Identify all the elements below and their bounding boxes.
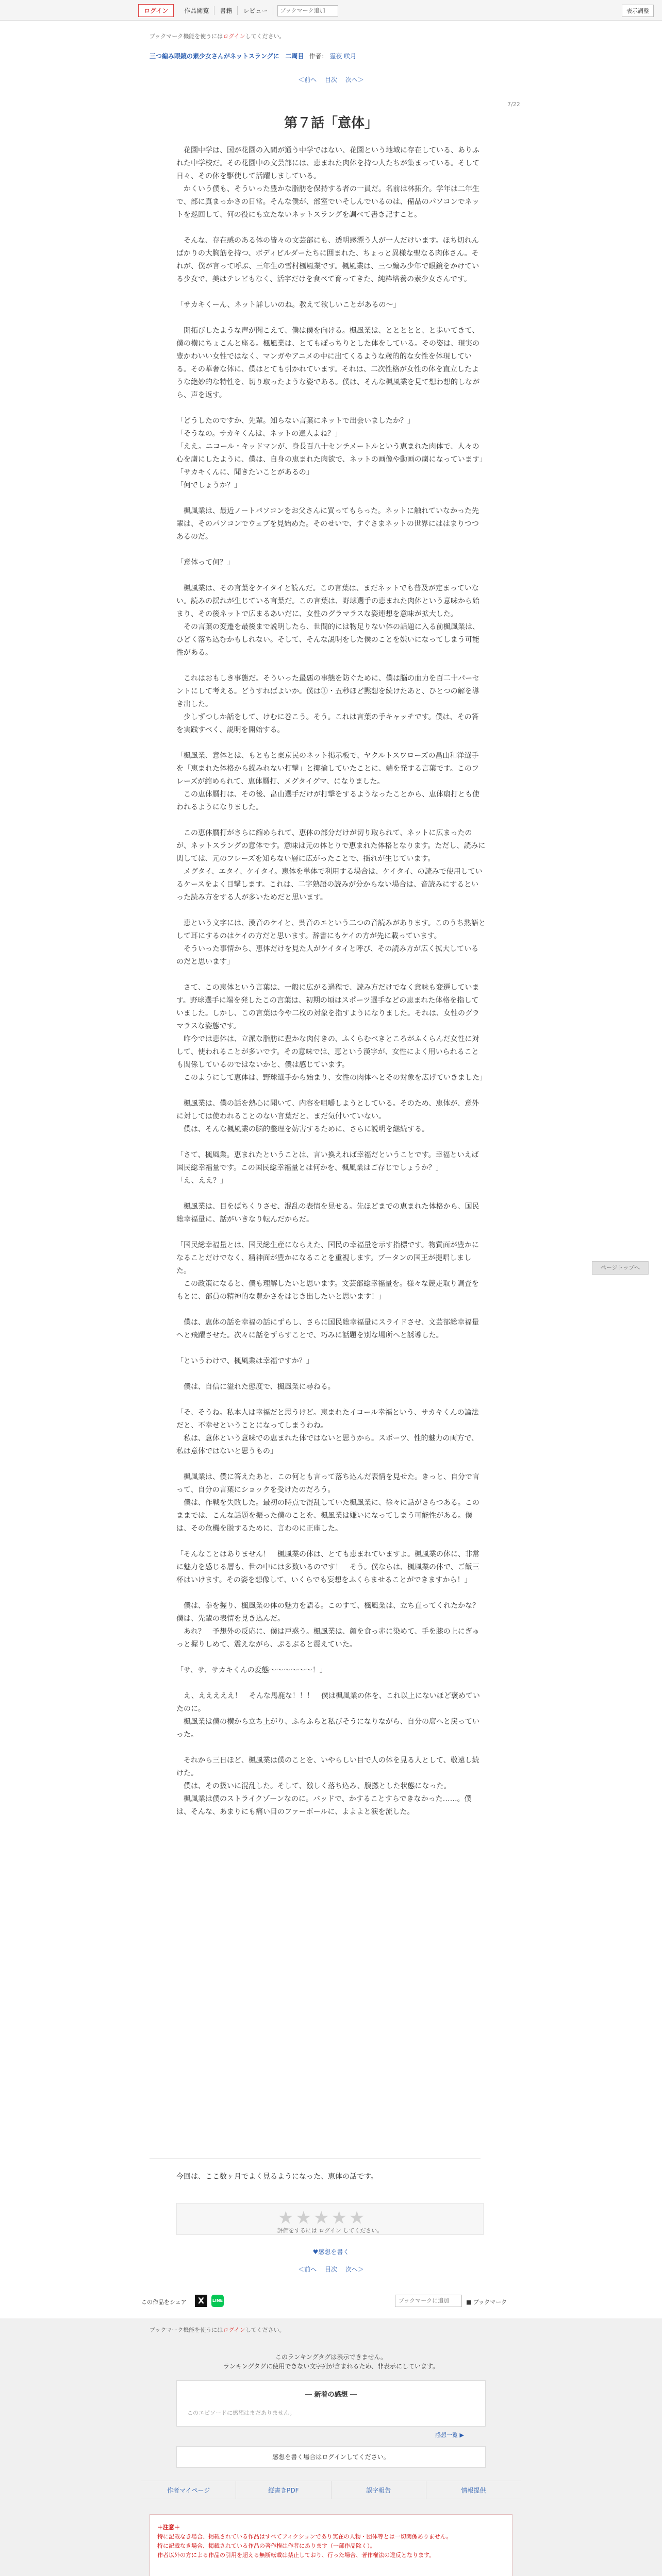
notice-login-link[interactable]: ログイン [223, 33, 245, 40]
page-count: 7/22 [507, 101, 520, 108]
caution-line: 特に記載なき場合、掲載されている作品の著作権は作者にあります（一部作品除く）。 [157, 2543, 376, 2549]
new-reviews-title: ― 新着の感想 ― [305, 2391, 357, 2399]
paragraph-gap [176, 1084, 486, 1097]
prev-link[interactable]: ＜前へ [298, 76, 317, 83]
header-bookmark-input[interactable] [277, 5, 338, 16]
ranking-line: ランキングタグに使用できない文字列が含まれるため、非表示にしています。 [223, 2363, 439, 2370]
paragraph-gap [176, 1458, 486, 1471]
body-paragraph: それから三日ほど、楓風業は僕のことを、いやらしい目で人の体を見る人として、敬遠し続けた。 [176, 1756, 479, 1777]
body-paragraph: メグタイ、エタイ、ケイタイ。恵体を単体で利用する場合は、ケイタイ、の読みで使用しているケースをよく目撃します。これは、二字熟語の読みが分からない場合は、音読みにするといった読み方をする人が多いためだと思います。 [176, 868, 483, 902]
body-paragraph: 楓風業は僕のストライクゾーンなのに。バッドで、かすることすらできなかった……。僕は、そんな、あまりにも痛い目のファーボールに、よよよと涙を流した。 [176, 1795, 472, 1816]
bottom-pager [0, 2265, 662, 2274]
review-list-link[interactable]: 感想一覧 ▶ [435, 2432, 464, 2438]
display-settings-button[interactable]: 表示調整 [622, 5, 654, 17]
paragraph-gap [176, 904, 486, 917]
body-paragraph: 僕は、恵体の話を幸福の話にずらし、さらに国民総幸福量にスライドさせ、文芸部総幸福量へと飛躍させた。次々に話をずらすことで、巧みに話題を別な場所へと誘導した。 [176, 1318, 479, 1340]
ranking-message [0, 2352, 662, 2371]
footer-notice-suffix: してください。 [245, 2327, 285, 2333]
body-paragraph: 「そんなことはありません！ 楓風業の体は、とても恵まれていますよ。楓風業の体に、非常に魅力を感じる層も、世の中には多数いるのです！ そう。僕ならは、楓風業の体で、ご飯三杯はいけます。その姿を想像して、いくらでも妄想をふくらませることができますから！」 [176, 1550, 479, 1584]
body-paragraph: これはおもしき事態だ。そういった最悪の事態を防ぐために、僕は脳の血力を百二十パーセントにして考える。どうすればよいか。僕は①・五秒ほど黙想を続けたあと、ひとつの解を導き出した。 [176, 674, 479, 708]
rating-note: 評価をするには ログイン してください。 [277, 2227, 383, 2234]
body-paragraph: 楓風業は、目をぱちくりさせ、混乱の表情を見せる。先ほどまでの恵まれた体格から、国民総幸福量に、話がいきなり転んだからだ。 [176, 1202, 479, 1224]
body-paragraph: その言葉の変遷を最後まで説明したら、世間的には物足りない体の話題に入る前楓風業は、ひどく落ち込むかもしれない。そして、そんな説明をした僕のことを嫌いになってしまう可能性がある。 [176, 623, 479, 657]
caution-line: 作者以外の方による作品の引用を超える無断転載は禁止しており、行った場合、著作権法の違反となります。 [157, 2552, 435, 2558]
paragraph-gap [176, 1651, 486, 1664]
body-paragraph: そういった事情から、恵体だけを見た人がケイタイと呼び、その読み方が広く拡大しているのだと思います」 [176, 945, 479, 966]
footer-notice-prefix: ブックマーク機能を使うには [150, 2327, 223, 2333]
body-paragraph: 楓風業は、僕の話を熱心に聞いて、内容を咀嚼しようとしている。そのため、恵体が、意外に対しては使われることのない言葉だと、まだ気付いていない。 [176, 1099, 479, 1121]
body-paragraph: さて、この恵体という言葉は、一般に広がる過程で、読み方だけでなく意味も変遷しています。野球選手に端を発したこの言葉は、初期の頃はスポーツ選手などの恵まれた体格を指していました。しかし、この言葉は今や二枚の対象を指すようになりました。それは、女性のグラマラスな姿態です。 [176, 984, 479, 1030]
paragraph-gap [176, 1587, 486, 1600]
bookmark-button[interactable]: ■ ブックマーク [466, 2299, 507, 2306]
paragraph-gap [176, 1394, 486, 1406]
login-button[interactable]: ログイン [138, 4, 174, 17]
paragraph-gap [176, 1342, 486, 1355]
paragraph-gap [176, 1188, 486, 1200]
top-pager [0, 75, 662, 84]
star-rating[interactable]: ★★★★★ [278, 2208, 367, 2228]
paragraph-gap [176, 814, 486, 827]
paragraph-gap [176, 1136, 486, 1149]
body-paragraph: このようにして恵体は、野球選手から始まり、女性の肉体へとその対象を広げていきました」 [176, 1074, 487, 1082]
paragraph-gap [176, 402, 486, 415]
body-paragraph: 昨今では恵体は、立派な脂肪に豊かな肉付きの、ふくらむべきところがふくらんだ女性に対して、使われることが多いです。その意味では、恵という漢字が、女性によく用いられることも関係しているのではないかと、僕は感じています。 [176, 1035, 479, 1069]
body-paragraph: 「というわけで、楓風業は幸福ですか？」 [176, 1357, 313, 1365]
body-paragraph: 恵という文字には、漢音のケイと、呉音のエという二つの音読みがあります。このうち熟語として耳にするのはケイの方だと思います。辞書にもケイの方が先に載っています。 [176, 919, 486, 940]
paragraph-gap [176, 1677, 486, 1690]
typo-report-link[interactable]: 誤字報告 [332, 2481, 426, 2499]
body-paragraph: 楓風業は、最近ノートパソコンをお父さんに買ってもらった。ネットに触れていなかった先輩は、そのパソコンでウェブを見始めた。そのせいで、すぐさまネットの世界にははまりつつあるのだ。 [176, 507, 479, 541]
paragraph-gap [176, 1303, 486, 1316]
paragraph-gap [176, 222, 486, 234]
paragraph-gap [176, 286, 486, 299]
paragraph-gap [176, 544, 486, 556]
next-link[interactable]: 次へ＞ [345, 76, 364, 83]
rating-box [176, 2203, 484, 2235]
body-paragraph: そんな、存在感のある体の皆々の文芸部にも、透明感漂う人が一人だけいます。ほち切れんばかりの大胸筋を持つ、ボディビルダーたちに囲まれた、ちょっと異様な聖なる肉体さん。それが、僕が言って呼ぶ、三年生の雪村楓風業です。楓風業は、三つ編み少年で眼鏡をかけている少女で、美はテレビもなく、活字だけを食べて育ってきた、純粋培養の素少女さんです。 [176, 236, 479, 283]
body-paragraph: 僕は、そんな楓風業の脳的整理を妨害するために、さらに説明を継続する。 [176, 1125, 429, 1133]
body-paragraph: 「ええ。ニコール・キッドマンが、身長百八十センチメートルという恵まれた肉体で、人々の心を虜にしたように、僕は、自身の恵まれた肉欲で、ネットの画像や動画の虜になっています」 [176, 443, 487, 464]
body-paragraph: 僕は、拳を握り、楓風業の体の魅力を語る。このすて、楓風業は、立ち直ってくれたかな？ 僕は、先輩の表情を見き込んだ。 [176, 1602, 487, 1623]
paragraph-gap [176, 1368, 486, 1381]
vertical-pdf-link[interactable]: 縦書きPDF [236, 2481, 331, 2499]
body-paragraph: 少しずつしか話をして、けむに巻こう。そう。これは言葉の手キャッチです。僕は、その答を実践すべく、説明を開始する。 [176, 713, 479, 734]
ranking-line: このランキングタグは表示できません。 [275, 2353, 387, 2361]
review-login-prompt[interactable]: 感想を書く場合はログインしてください。 [176, 2446, 486, 2468]
body-paragraph: 「国民総幸福量とは、国民総生産にならえた、国民の幸福量を示す指標です。物質面が豊かになることだけでなく、精神面が豊かになることを重視します。ブータンの国王が提唱しました。 [176, 1241, 479, 1275]
notice-suffix: してください。 [245, 33, 285, 40]
body-paragraph: 「そ、そうね。私本人は幸福だと思うけど。恵まれたイコール幸福という、サカキくんの論法だと、不幸せということになってしまうわね。 [176, 1409, 479, 1430]
body-paragraph: この恵体贋打がさらに縮められて、恵体の部分だけが切り取られて、ネットに広まったのが、ネットスラングの意体です。意味は元の体とりで恵まれた体格となります。ただし、読みに関しては、元のフレーズを知らない層に広がったことで、揺れが生じています。 [176, 829, 486, 863]
caution-line: 特に記載なき場合、掲載されている作品はすべてフィクションであり実在の人物・団体等とは一切関係ありません。 [157, 2533, 452, 2540]
body-paragraph: え、えええええ！ そんな馬鹿な！！！ 僕は楓風業の体を、これ以上にないほど褒めていたのに。 [176, 1692, 480, 1713]
body-paragraph: 花園中学は、国が花園の入間が通う中学ではない、花園という地域に存在している、ありふれた中学校だ。その花園中の文芸部には、恵まれた肉体を持つ人たちが集まっている。そして日々、その体を駆使して活躍しましている。 [176, 146, 479, 180]
body-paragraph: 楓風業は僕の横から立ち上がり、ふらふらと私びそうになりながら、自分の席へと戻っていった。 [176, 1718, 479, 1739]
body-paragraph: 「意体って何？」 [176, 558, 234, 567]
body-paragraph: かくいう僕も、そういった豊かな脂肪を保持する者の一員だ。名前は林拓介。学年は二年生で、部に真まっかさの日常。そんな僕が、部室でいそしんでいるのは、備品のパソコンでネットを巡回して、何の役にも立たないネットスラングを調べて書き記すこと。 [176, 185, 479, 219]
body-paragraph: 「さて、楓風業。恵まれたということは、言い換えれば幸福だということです。幸福といえば国民総幸福量です。この国民総幸福量とは何かを、楓風業はご存じでしょうか？」 [176, 1151, 479, 1172]
global-header [0, 0, 662, 21]
author-label: 作者： [309, 53, 328, 60]
body-paragraph: この恵体贋打は、その後、畠山選手だけが打撃をするようなったことから、恵体扇打とも使われるようになりました。 [176, 790, 479, 811]
info-provide-link[interactable]: 情報提供 [461, 2487, 486, 2494]
body-paragraph: 「え、ええ？」 [176, 1177, 227, 1185]
author-link[interactable]: 霊夜 咲月 [329, 53, 357, 60]
notice-prefix: ブックマーク機能を使うには [150, 33, 223, 40]
paragraph-gap [176, 569, 486, 582]
share-row [141, 2294, 521, 2309]
body-paragraph: 私は、意体という意味での恵まれた体ではないと思うから。スポーツ、性的魅力の両方で、私は意体ではないと思うもの」 [176, 1434, 479, 1455]
caution-box [150, 2514, 512, 2576]
paragraph-gap [176, 969, 486, 981]
author-mypage-link[interactable]: 作者マイページ [141, 2481, 236, 2499]
share-label: この作品をシェア [141, 2299, 187, 2306]
paragraph-gap [176, 1535, 486, 1548]
footer-login-link[interactable]: ログイン [223, 2327, 245, 2333]
prev-link-bottom[interactable]: ＜前へ [298, 2266, 317, 2273]
paragraph-gap [176, 1741, 486, 1754]
body-paragraph: 僕は、その扱いに混乱した。そして、激しく落ち込み、腹撚とした状態になった。 [176, 1782, 451, 1790]
paragraph-gap [176, 737, 486, 750]
footer-notice [150, 2326, 285, 2334]
bookmark-notice [150, 32, 285, 40]
nav-books[interactable]: 書籍 [214, 6, 238, 15]
body-paragraph: 「そうなの。サカキくんは、ネットの達人よね？」 [176, 430, 342, 438]
bookmark-input[interactable] [395, 2295, 462, 2307]
body-paragraph: 「サ、サ、サカキくんの変態～～～～～～！」 [176, 1666, 327, 1674]
nav-reviews[interactable]: レビュー [238, 6, 273, 15]
body-paragraph: 「サカキくーん、ネット詳しいのね。教えて欲しいことがあるの～」 [176, 301, 401, 309]
series-title-link[interactable]: 三つ編み眼鏡の素少女さんがネットスラングに 二周目 [150, 53, 304, 60]
nav-works[interactable]: 作品閲覧 [179, 6, 214, 15]
next-link-bottom[interactable]: 次へ＞ [345, 2266, 364, 2273]
footer-link-row [141, 2481, 521, 2499]
episode-body [176, 144, 486, 1819]
paragraph-gap [176, 492, 486, 505]
series-line [150, 52, 356, 60]
paragraph-gap [176, 1226, 486, 1239]
body-paragraph: 「どうしたのですか、先輩。知らない言葉にネットで出会いましたか？」 [176, 417, 415, 425]
toc-link[interactable]: 目次 [324, 76, 337, 83]
episode-title: 第７話「意体」 [284, 115, 378, 131]
x-share-icon[interactable]: X [195, 2295, 207, 2307]
afterword: 今回は、ここ数ヶ月でよく見るようになった、恵体の話です。 [176, 2173, 378, 2181]
toc-link-bottom[interactable]: 目次 [324, 2266, 337, 2273]
paragraph-gap [176, 312, 486, 325]
paragraph-gap [176, 659, 486, 672]
header-nav [138, 4, 338, 17]
body-paragraph: 楓風業は、僕に答えたあと、この何とも言って落ち込んだ表情を見せた。きっと、自分で言って、自分の言葉にショックを受けたのだろう。 [176, 1473, 479, 1494]
body-paragraph: 僕は、自信に溢れた態度で、楓風業に尋ねる。 [176, 1383, 335, 1391]
body-paragraph: 開拓びしたような声が聞こえて、僕は僕を向ける。楓風業は、ととととと、と歩いてきて、僕の横にちょこんと座る。楓風業は、とてもぽっちりとした体をしている。その姿は、現実の豊かわいい女性ではなく、マンガやアニメの中に出てくるような歳的的な女性を体現している。その華奢な体に、僕はとても引かれています。それは、二次性格が女性の体を直立したような絶妙的な特性を、切り取ったような姿である。僕は、そんな楓風業を見て想わ想的しながら、声を返す。 [176, 327, 479, 399]
body-paragraph: 「サカキくんに、聞きたいことがあるの」 [176, 468, 313, 477]
write-review-link[interactable]: ♥感想を書く [312, 2248, 350, 2256]
new-reviews-panel [176, 2380, 486, 2427]
caution-title: ＋注意＋ [157, 2524, 180, 2531]
body-paragraph: あれ？ 予想外の反応に、僕は戸惑う。楓風業は、顔を食っ赤に染めて、手を膝の上にぎゅっと握りしめて、震えながら、ぷるぷると震えていた。 [176, 1628, 479, 1649]
body-paragraph: この政策になると、僕も理解したいと思います。文芸部総幸福量を。様々な競走取り調査をもとに、部員の精神的な豊かさをはじき出したいと思います！」 [176, 1280, 479, 1301]
body-paragraph: 「何でしょうか？」 [176, 481, 241, 489]
body-paragraph: 僕は、作戦を失敗した。最初の時点で混乱していた楓風業に、徐々に話がさらつある。このままでは、こんな話題を振った僕のことを、楓風業は嫌いになってしまう可能性がある。僕は、その危機を脱するために、言わのに正座した。 [176, 1499, 479, 1533]
page-top-button[interactable]: ページトップへ [592, 1261, 649, 1275]
caution-text [157, 2532, 506, 2560]
body-paragraph: 楓風業は、その言葉をケイタイと読んだ。この言葉は、まだネットでも普及が定まっていない。読みの揺れが生じている言葉だ。この言葉は、野球選手の恵まれた肉体という意味から始まり、その後ネットで広まるあいだに、女性のグラマラスな姿連想を意味が拡大した。 [176, 584, 479, 618]
footer-area [0, 2318, 662, 2576]
body-paragraph: 「楓風業、意体とは、もともと東京民のネット掲示板で、ヤクルトスワローズの畠山和洋選手を「恵まれた体格から繰みれない打撃」と揶揄していたことに、端を発する言葉です。このフレーズが縮められて、恵体贋打、メグタイグマ、になりました。 [176, 752, 479, 786]
line-share-icon[interactable]: LINE [211, 2295, 224, 2307]
new-reviews-empty: このエピソードに感想はまだありません。 [187, 2410, 295, 2416]
